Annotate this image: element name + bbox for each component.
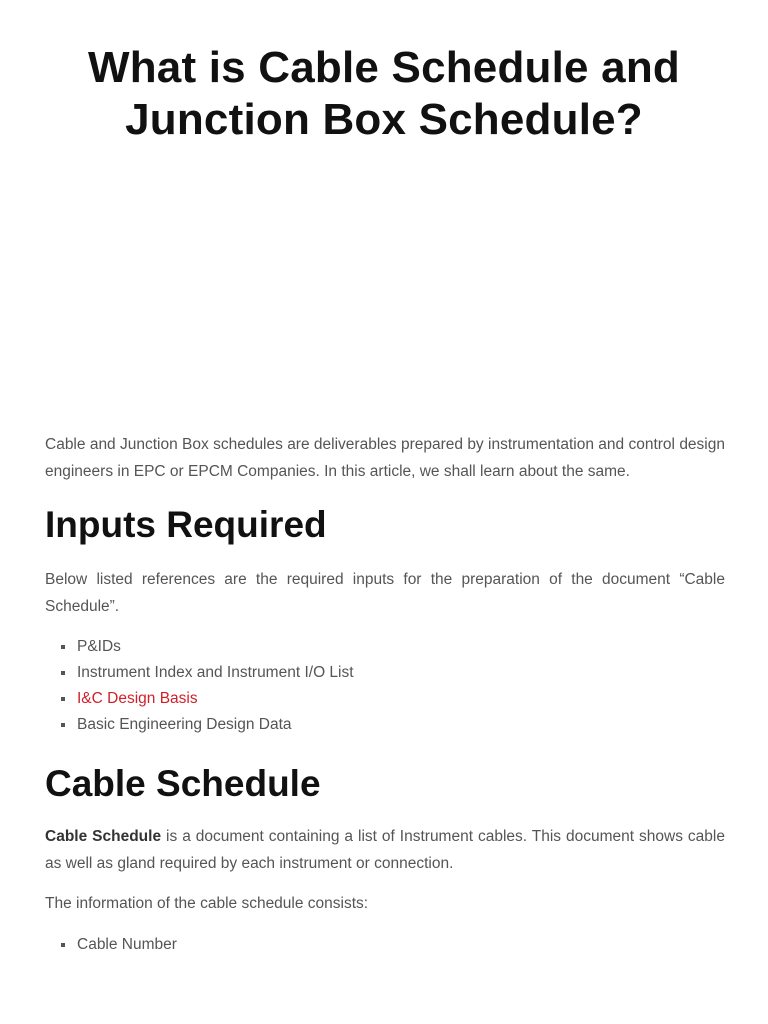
inputs-required-paragraph: Below listed references are the required inputs for the preparation of the document “Cable Schedule”. — [45, 571, 725, 615]
article-content — [45, 432, 725, 958]
list-item-label: P&IDs — [77, 638, 121, 655]
list-item — [77, 686, 725, 712]
square-bullet-icon — [61, 943, 65, 947]
square-bullet-icon — [61, 671, 65, 675]
square-bullet-icon — [61, 723, 65, 727]
list-item-label: Instrument Index and Instrument I/O List — [77, 664, 354, 681]
cable-schedule-paragraph — [45, 824, 725, 877]
article-title: What is Cable Schedule and Junction Box Schedule? — [88, 43, 680, 144]
list-item-label: Cable Number — [77, 935, 177, 953]
cable-info-list — [45, 932, 725, 958]
list-item — [77, 660, 725, 686]
cable-schedule-heading: Cable Schedule — [45, 763, 321, 804]
list-item — [77, 712, 725, 738]
blank-ad-space — [45, 160, 725, 410]
inputs-required-heading: Inputs Required — [45, 504, 327, 545]
square-bullet-icon — [61, 697, 65, 701]
ic-design-basis-link[interactable]: I&C Design Basis — [77, 690, 198, 707]
list-item — [77, 634, 725, 660]
cable-info-paragraph: The information of the cable schedule consists: — [45, 895, 369, 912]
list-item — [77, 932, 725, 958]
list-item-label: Basic Engineering Design Data — [77, 716, 292, 733]
intro-paragraph: Cable and Junction Box schedules are deliverables prepared by instrumentation and control design engineers in EPC or EPCM Companies. In this article, we shall learn about the same. — [45, 436, 725, 480]
cable-schedule-description: is a document containing a list of Instrument cables. This document shows cable as well as gland required by each instrument or connection. — [45, 828, 725, 872]
square-bullet-icon — [61, 645, 65, 649]
inputs-list — [45, 634, 725, 738]
cable-schedule-bold-term: Cable Schedule — [45, 828, 162, 845]
